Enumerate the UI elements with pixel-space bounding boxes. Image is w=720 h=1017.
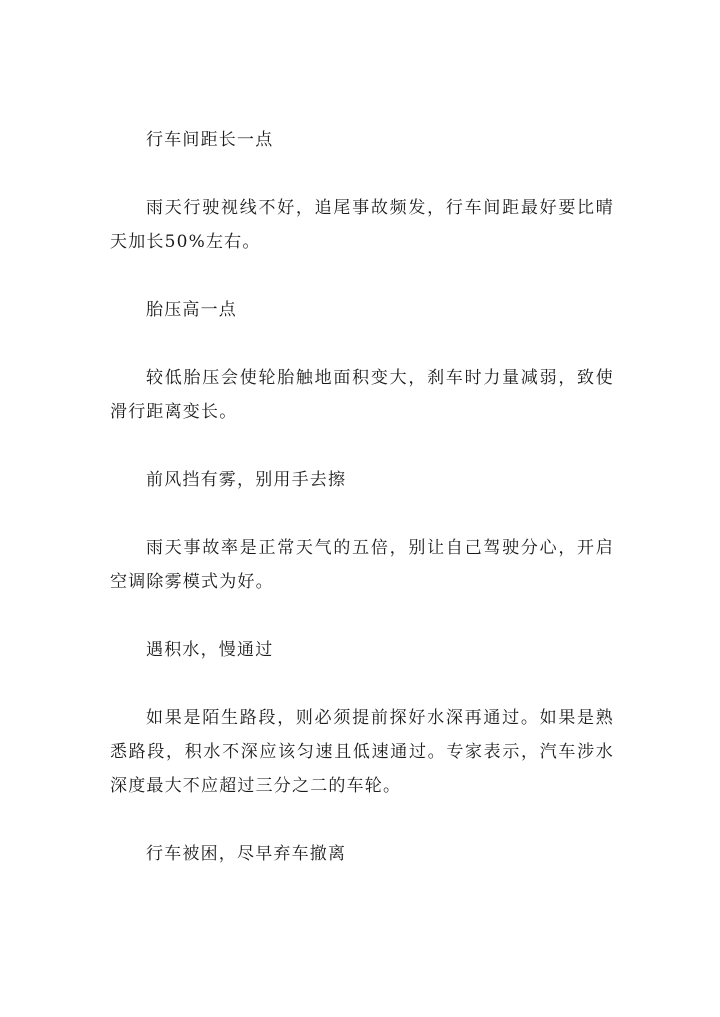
section-heading-tire-pressure: 胎压高一点 (146, 300, 237, 320)
section-heading-standing-water: 遇积水，慢通过 (146, 640, 274, 660)
section-heading-trapped-vehicle: 行车被困，尽早弃车撤离 (146, 844, 347, 864)
section-heading-windshield-fog: 前风挡有雾，别用手去擦 (146, 470, 347, 490)
document-body (110, 123, 614, 905)
paragraph-windshield-fog: 雨天事故率是正常天气的五倍，别让自己驾驶分心，开启空调除雾模式为好。 (110, 538, 614, 592)
paragraph-tire-pressure: 较低胎压会使轮胎触地面积变大，刹车时力量减弱，致使滑行距离变长。 (110, 368, 614, 422)
paragraph-standing-water: 如果是陌生路段，则必须提前探好水深再通过。如果是熟悉路段，积水不深应该匀速且低速通过。专家表示，汽车涉水深度最大不应超过三分之二的车轮。 (110, 708, 614, 796)
paragraph-following-distance: 雨天行驶视线不好，追尾事故频发，行车间距最好要比晴天加长50%左右。 (110, 198, 614, 252)
section-heading-following-distance: 行车间距长一点 (146, 130, 274, 150)
